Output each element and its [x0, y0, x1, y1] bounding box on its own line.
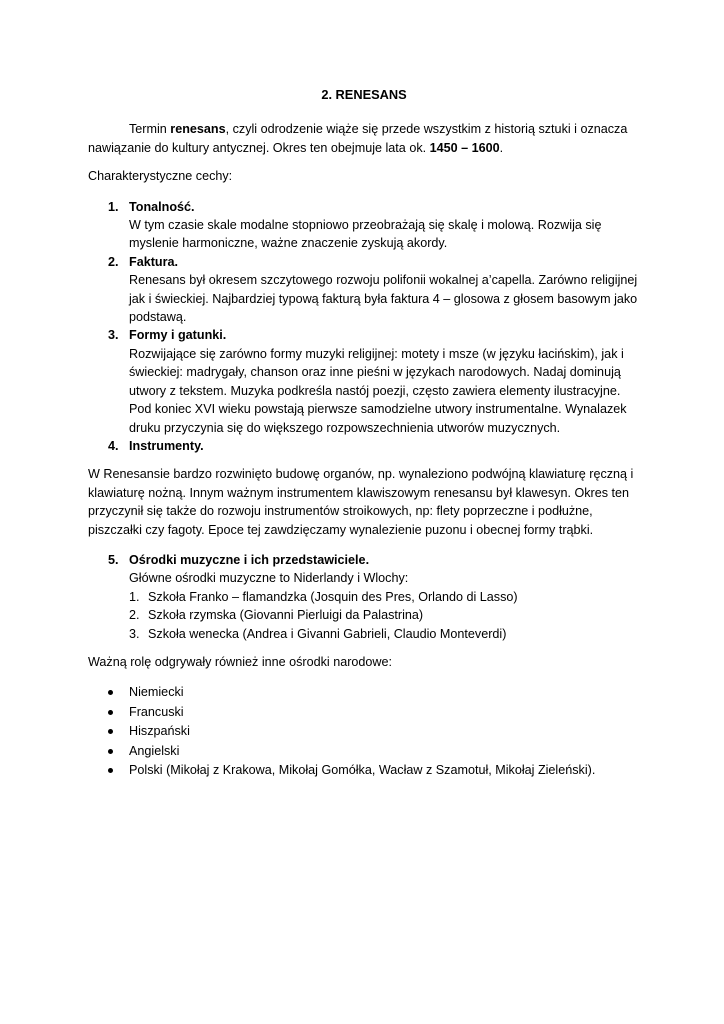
instruments-paragraph: W Renesansie bardzo rozwinięto budowę organów, np. wynaleziono podwójną klawiaturę ręczną i klawiaturę nożną. Innym ważnym instrumentem klawiszowym renesansu był klawesyn. Okres ten przyczynił się także do rozwoju instrumentów stroikowych, np: flety poprzeczne i podłużne, piszczałki czy fagoty. Epoce tej zawdzięczamy wynalezienie puzonu i obecnej formy trąbki. — [88, 467, 634, 537]
school-item — [129, 606, 640, 624]
bullet-icon — [108, 690, 113, 695]
list-item — [88, 722, 640, 740]
schools-list — [129, 588, 640, 643]
list-number: 2. — [108, 254, 119, 269]
bullet-icon — [108, 768, 113, 773]
list-item-instruments — [88, 437, 640, 455]
school-number: 2. — [129, 608, 140, 623]
document-content — [88, 86, 640, 780]
list-item — [88, 761, 640, 779]
section-heading: Formy i gatunki. — [129, 328, 227, 343]
list-item — [88, 703, 640, 721]
list-item-centers — [88, 551, 640, 643]
school-item — [129, 588, 640, 606]
list-item-tonality — [88, 198, 640, 253]
section-heading: Faktura. — [129, 254, 178, 269]
section-heading: Instrumenty. — [129, 438, 204, 453]
list-number: 5. — [108, 552, 119, 567]
bullet-icon — [108, 749, 113, 754]
list-item-forms — [88, 326, 640, 436]
list-item-texture — [88, 253, 640, 327]
section-intro: Główne ośrodki muzyczne to Niderlandy i Wlochy: — [129, 571, 409, 586]
intro-dates: 1450 – 1600 — [429, 140, 500, 155]
list-item-text: Niemiecki — [129, 685, 184, 700]
school-text: Szkoła rzymska (Giovanni Pierluigi da Palastrina) — [148, 608, 424, 623]
intro-paragraph — [88, 120, 640, 157]
list-number: 4. — [108, 438, 119, 453]
bullet-icon — [108, 729, 113, 734]
list-number: 1. — [108, 199, 119, 214]
section-body: W tym czasie skale modalne stopniowo przeobrażają się skalę i molową. Rozwija się myslenie harmoniczne, ważne znaczenie zyskują akordy. — [129, 218, 602, 251]
bullet-icon — [108, 710, 113, 715]
intro-text-2: , czyli odrodzenie wiąże się przede wszystkim z historią sztuki i oznacza nawiązanie do kultury antycznej. Okres ten obejmuje lata ok. — [88, 122, 628, 155]
intro-term: renesans — [170, 122, 226, 137]
intro-text-3: . — [499, 140, 504, 155]
section-heading: Tonalność. — [129, 199, 195, 214]
school-text: Szkoła Franko – flamandzka (Josquin des Pres, Orlando di Lasso) — [148, 589, 518, 604]
intro-text-1: Termin — [129, 122, 171, 137]
list-item-text: Francuski — [129, 704, 184, 719]
school-number: 3. — [129, 626, 140, 641]
list-item-text: Hiszpański — [129, 724, 190, 739]
list-item-text: Angielski — [129, 743, 180, 758]
features-list — [88, 198, 640, 456]
section-body: Rozwijające się zarówno formy muzyki religijnej: motety i msze (w języku łacińskim), jak i świeckiej: madrygały, chanson oraz inne pieśni w językach narodowych. Nadaj dominują utwory z tekstem. Muzyka podkreśla nastój poezji, często zawiera elementy ilustracyjne. Pod koniec XVI wieku powstają pierwsze samodzielne utwory instrumentalne. Wynalazek druku przyczynia się do większego rozpowszechnienia utworów muzycznych. — [129, 346, 627, 435]
features-label: Charakterystyczne cechy: — [88, 169, 233, 184]
page-title: 2. RENESANS — [321, 87, 407, 102]
list-item — [88, 683, 640, 701]
section-heading: Ośrodki muzyczne i ich przedstawiciele. — [129, 552, 370, 567]
centers-list — [88, 551, 640, 643]
school-item — [129, 625, 640, 643]
section-body: Renesans był okresem szczytowego rozwoju polifonii wokalnej a’capella. Zarówno religijnej jak i świeckiej. Najbardziej typową fakturą była faktura 4 – glosowa z głosem basowym jako podstawą. — [129, 273, 638, 325]
list-number: 3. — [108, 328, 119, 343]
school-number: 1. — [129, 589, 140, 604]
list-item — [88, 742, 640, 760]
national-centers-list — [88, 683, 640, 779]
school-text: Szkoła wenecka (Andrea i Givanni Gabrieli, Claudio Monteverdi) — [148, 626, 507, 641]
national-centers-label: Ważną rolę odgrywały również inne ośrodki narodowe: — [88, 654, 393, 669]
list-item-text: Polski (Mikołaj z Krakowa, Mikołaj Gomółka, Wacław z Szamotuł, Mikołaj Zieleński). — [129, 763, 596, 777]
